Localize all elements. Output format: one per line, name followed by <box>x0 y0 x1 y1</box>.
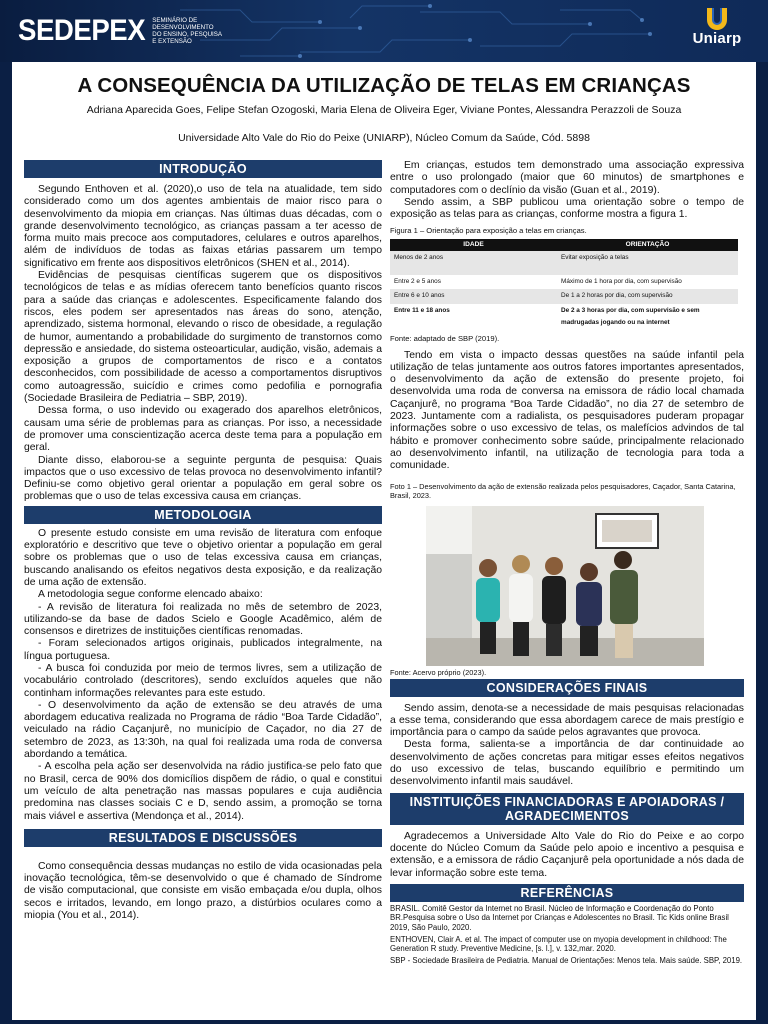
table-cell: Evitar exposição a telas <box>557 251 738 275</box>
table-source: Fonte: adaptado de SBP (2019). <box>390 334 500 344</box>
final-body <box>390 703 744 789</box>
right-column <box>390 160 744 965</box>
intro-paragraph: Evidências de pesquisas científicas sugerem que os dispositivos tecnológicos de telas e as mídias oferecem tanto benefícios quanto riscos para a saúde das crianças e adolescentes. Especificamente falando dos riscos, eles podem ser apresentados nas áreas do sono, atenção, aprendizado, sistema hormonal, elevando o risco de obesidade, a regulação de humor, aumentando a probabilidade do surgimento de transtornos como depressão e ansiedade, do sistema osteoarticular, audição, visão, ademais a exposição a grupos de comportamentos de risco e a contatos desconhecidos, com possibilidade de acesso a comportamentos disruptivos como autoagressão, suicídio e crimes como pedofilia e pornografia (Sociedade Brasileira de Pediatria – SBP, 2019). <box>24 270 382 405</box>
poster-authors: Adriana Aparecida Goes, Felipe Stefan Ozogoski, Maria Elena de Oliveira Eger, Viviane Pontes, Alessandra Perazzoli de Souza <box>86 104 682 116</box>
reference-item: BRASIL. Comitê Gestor da Internet no Brasil. Núcleo de Informação e Coordenação do Ponto BR.Pesquisa sobre o Uso da Internet por Crianças e Adolescentes no Brasil. Tic Kids online Brasil 2019, São Paulo, 2020. <box>390 903 729 932</box>
group-photo-icon <box>426 506 704 666</box>
results-paragraph: Como consequência dessas mudanças no estilo de vida ocasionadas pela inovação tecnológica, têm-se desenvolvido o que é chamado de Síndrome de visão computacional, que consiste em visão embaçada e/ou dupla, olhos secos e irritados, levando, em longo prazo, a distúrbios oculares como a miopia (You et al., 2014). <box>24 860 382 922</box>
table-row <box>390 251 738 275</box>
section-heading-consideracoes: CONSIDERAÇÕES FINAIS <box>390 679 744 697</box>
method-paragraph: - A busca foi conduzida por meio de termos livres, sem a utilização de vocabulário controlado (descritores), sendo excluídos aqueles que não continham informações relevantes para este estudo. <box>24 662 382 699</box>
table-cell: De 2 a 3 horas por dia, com supervisão e sem madrugadas jogando ou na internet <box>561 306 700 326</box>
method-paragraph: - A escolha pela ação ser desenvolvida na rádio justifica-se pelo fato que no Brasil, cerca de 90% dos domicílios dispõem de rádio, o qual e constitui um veículo de alta penetração nas massas populares e cuja audiência predomina nas classes sociais C e D, sendo assim, a promoção se torna mais viável e assertiva (Mendonça et al., 2014). <box>24 761 382 822</box>
table-cell: Máximo de 1 hora por dia, com supervisão <box>561 278 682 286</box>
method-body <box>24 528 382 823</box>
figure-caption: Figura 1 – Orientação para exposição a telas em crianças. <box>390 226 587 236</box>
uniarp-logo-word: Uniarp <box>692 30 742 47</box>
sedepex-logo <box>18 14 222 48</box>
table-cell: De 1 a 2 horas por dia, com supervisão <box>557 289 738 303</box>
section-heading-introducao: INTRODUÇÃO <box>24 160 382 178</box>
method-paragraph: O presente estudo consiste em uma revisão de literatura com enfoque exploratório e descritivo que teve o objetivo orientar a população em geral sobre os problemas que o uso de telas excessiva causa em crianças, buscando analisando os efeitos negativos desta exposição, e da realização de uma ação de extensão. <box>24 527 382 588</box>
funding-paragraph: Agradecemos a Universidade Alto Vale do Rio do Peixe e ao corpo docente do Núcleo Comum da Saúde pelo apoio e incentivo a pesquisa e extensão, e a emissora de rádio Caçanjurê pela oportunidade a nós dada de levar informação sobre este tema. <box>390 830 744 879</box>
intro-paragraph: Dessa forma, o uso indevido ou exagerado dos aparelhos eletrônicos, causam uma série de problemas para as crianças. Por isso, a necessidade de promover uma conscientização acerca deste tema para a população em geral. <box>24 405 382 454</box>
table-header-orientacao: ORIENTAÇÃO <box>557 239 738 251</box>
bottom-strip <box>0 1020 768 1024</box>
table-row <box>390 304 738 331</box>
uniarp-u-icon <box>702 6 732 32</box>
intro-body <box>24 184 382 504</box>
results-paragraph: Em crianças, estudos tem demonstrado uma associação expressiva entre o uso prolongado (maior que 60 minutos) de smartphones e computadores com o declínio da visão (Guan et al., 2019). <box>390 160 744 196</box>
sedepex-logo-subtitle: SEMINÁRIO DE DESENVOLVIMENTO DO ENSINO, PESQUISA E EXTENSÃO <box>152 17 223 45</box>
section-heading-resultados: RESULTADOS E DISCUSSÕES <box>24 829 382 847</box>
section-heading-metodologia: METODOLOGIA <box>24 506 382 524</box>
table-cell: Entre 11 e 18 anos <box>394 306 450 314</box>
method-paragraph: A metodologia segue conforme elencado abaixo: <box>38 589 263 601</box>
extension-action-photo <box>426 506 704 666</box>
method-paragraph: - A revisão de literatura foi realizada no mês de setembro de 2023, utilizando-se da base de dados Scielo e Google Acadêmico, além de consensos e diretrizes de instituições científicas renomadas. <box>24 601 382 638</box>
section-heading-instituicoes: INSTITUIÇÕES FINANCIADORAS E APOIADORAS / AGRADECIMENTOS <box>390 793 744 825</box>
final-paragraph: Sendo assim, denota-se a necessidade de mais pesquisas relacionadas a esse tema, considerando que essa abordagem carece de mais prestígio e importância para o campo da saúde pelos agravantes que provoca. <box>390 702 744 739</box>
screen-time-table <box>390 239 738 330</box>
header-banner <box>0 0 768 62</box>
poster-title: A CONSEQUÊNCIA DA UTILIZAÇÃO DE TELAS EM CRIANÇAS <box>77 74 691 97</box>
final-paragraph: Desta forma, salienta-se a importância de dar continuidade ao desenvolvimento de ações concretas para mitigar esses efeitos negativos do uso excessivo de telas, buscando equilíbrio e permitindo um desenvolvimento infantil mais saudável. <box>390 739 744 788</box>
results-paragraph: Sendo assim, a SBP publicou uma orientação sobre o tempo de exposição as telas para as crianças, conforme mostra a figura 1. <box>390 196 744 221</box>
method-paragraph: - O desenvolvimento da ação de extensão se deu através de uma abordagem educativa realizada no Programa de rádio “Boa Tarde Cidadão”, veiculado na rádio Caçanjurê, no município de Caçador, no dia 27 de setembro de 2023, as 13:30h, na qual foi realizada uma roda de conversa abordando a temática. <box>24 699 382 761</box>
left-column <box>24 160 382 922</box>
table-row <box>390 275 738 289</box>
references-list <box>390 904 744 966</box>
results-paragraph: Tendo em vista o impacto dessas questões na saúde infantil pela utilização de telas juntamente aos outros fatores importantes apresentados, o desenvolvimento da ação de extensão do presente projeto, foi desenvolvida uma roda de conversa na emissora de rádio local chamada Caçanjurê, no programa “Boa Tarde Cidadão”, no dia 27 de setembro de 2023. Juntamente com a radialista, os pesquisadores puderam propagar informações sobre o uso excessivo de telas, os malefícios advindos de tal hábito e promover conhecimento sobre saúde, principalmente relacionado ao desenvolvimento infantil, na utilização de tecnologia para toda a comunidade. <box>390 349 744 472</box>
poster-panel <box>12 62 756 1024</box>
table-cell: Entre 2 e 5 anos <box>394 278 441 286</box>
table-cell: Entre 6 e 10 anos <box>390 289 557 303</box>
reference-item: SBP - Sociedade Brasileira de Pediatria. Manual de Orientações: Menos tela. Mais saúde. SBP, 2019. <box>390 955 743 965</box>
photo-caption: Foto 1 – Desenvolvimento da ação de extensão realizada pelos pesquisadores, Caçador, Santa Catarina, Brasil, 2023. <box>390 481 736 500</box>
intro-paragraph: Diante disso, elaborou-se a seguinte pergunta de pesquisa: Quais impactos que o uso excessivo de telas provoca no desenvolvimento infantil? Definiu-se como objetivo geral orientar a população em geral sobre os problemas que o uso de telas excessiva causa em crianças. <box>24 454 382 503</box>
reference-item: ENTHOVEN, Clair A. et al. The impact of computer use on myopia development in childhood: The Generation R study. Preventive Medicine, [s. l.], v. 132,mar. 2020. <box>390 934 727 954</box>
method-paragraph: - Foram selecionados artigos originais, publicados integralmente, na língua portuguesa. <box>24 638 382 662</box>
intro-paragraph: Segundo Enthoven et al. (2020),o uso de tela na atualidade, tem sido considerado como um dos agentes ambientais de maior risco para o desenvolvimento da miopia em crianças. Nas últimas duas décadas, com o grande desenvolvimento tecnológico, as crianças passam a ter acesso de forma muito mais precoce aos computadores, celulares e outros aparelhos, além de indivíduos de todas as faixas etárias passarem um tempo significativo em frente aos dispositivos eletrônicos (SHEN et al., 2014). <box>24 184 382 269</box>
sedepex-logo-word: SEDEPEX <box>18 14 146 47</box>
table-cell: Menos de 2 anos <box>390 251 557 275</box>
funding-body <box>390 831 744 880</box>
table-header-idade: IDADE <box>390 239 557 251</box>
photo-source: Fonte: Acervo próprio (2023). <box>390 667 487 677</box>
uniarp-logo <box>682 6 752 56</box>
results-body-left <box>24 861 382 922</box>
section-heading-referencias: REFERÊNCIAS <box>390 884 744 902</box>
table-row <box>390 289 738 303</box>
poster-affiliation: Universidade Alto Vale do Rio do Peixe (UNIARP), Núcleo Comum da Saúde, Cód. 5898 <box>178 132 590 144</box>
